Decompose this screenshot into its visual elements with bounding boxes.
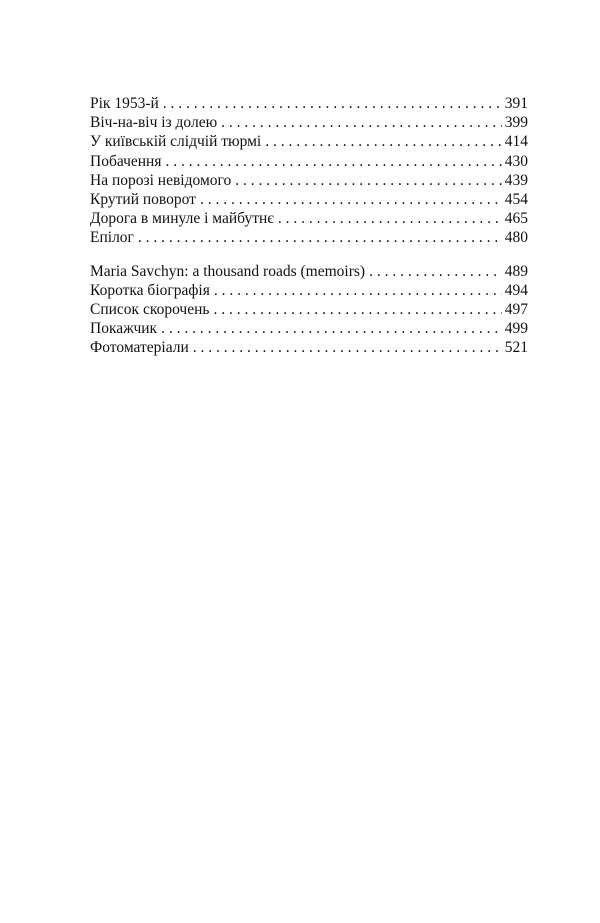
toc-entry [90,338,528,357]
toc-entry-page: 430 [504,152,528,170]
toc-entry-page: 391 [504,95,528,112]
dot-leader [163,94,502,113]
toc-entry-title: Покажчик [90,320,158,338]
toc-entry-page: 489 [504,262,528,280]
toc-group-memoir-chapters [90,94,528,248]
toc-entry [90,300,528,319]
toc-entry-page: 521 [504,339,528,357]
toc-entry [90,319,528,338]
toc-entry-page: 399 [504,114,528,132]
toc-entry-title: Епілог [90,229,134,247]
toc-entry [90,209,528,228]
dot-leader [165,152,501,171]
toc-entry-title: Віч-на-віч із долею [90,114,218,132]
table-of-contents [90,94,528,357]
toc-entry-title: Maria Savchyn: a thousand roads (memoirs) [90,262,366,280]
toc-entry-page: 497 [504,300,528,318]
dot-leader [265,132,502,151]
toc-entry-title: Коротка біографія [90,281,210,299]
toc-entry [90,152,528,171]
toc-entry [90,94,528,113]
dot-leader [161,319,502,338]
toc-entry-page: 480 [504,229,528,247]
dot-leader [200,190,502,209]
toc-entry [90,190,528,209]
toc-group-appendices [90,262,528,358]
toc-entry [90,132,528,151]
toc-entry-title: Побачення [90,152,162,170]
dot-leader [214,281,502,300]
toc-entry-title: У київській слідчій тюрмі [90,133,262,151]
toc-entry-title: Список скорочень [90,300,210,318]
toc-entry-page: 494 [504,281,528,299]
toc-entry [90,262,528,281]
toc-entry [90,171,528,190]
toc-entry [90,281,528,300]
dot-leader [235,171,502,190]
toc-entry-title: Фотоматеріали [90,339,189,357]
dot-leader [138,228,502,247]
toc-entry [90,228,528,247]
dot-leader [369,262,502,281]
dot-leader [221,113,502,132]
toc-entry-page: 439 [504,171,528,189]
dot-leader [213,300,501,319]
toc-entry-title: Дорога в минуле і майбутнє [90,210,274,228]
toc-entry [90,113,528,132]
toc-entry-page: 454 [504,190,528,208]
toc-entry-page: 465 [504,210,528,228]
dot-leader [193,338,502,357]
toc-entry-page: 414 [504,133,528,151]
toc-entry-title: Крутий поворот [90,190,196,208]
dot-leader [278,209,502,228]
toc-entry-title: На порозі невідомого [90,171,232,189]
toc-entry-title: Рік 1953-й [90,95,159,112]
toc-entry-page: 499 [504,320,528,338]
